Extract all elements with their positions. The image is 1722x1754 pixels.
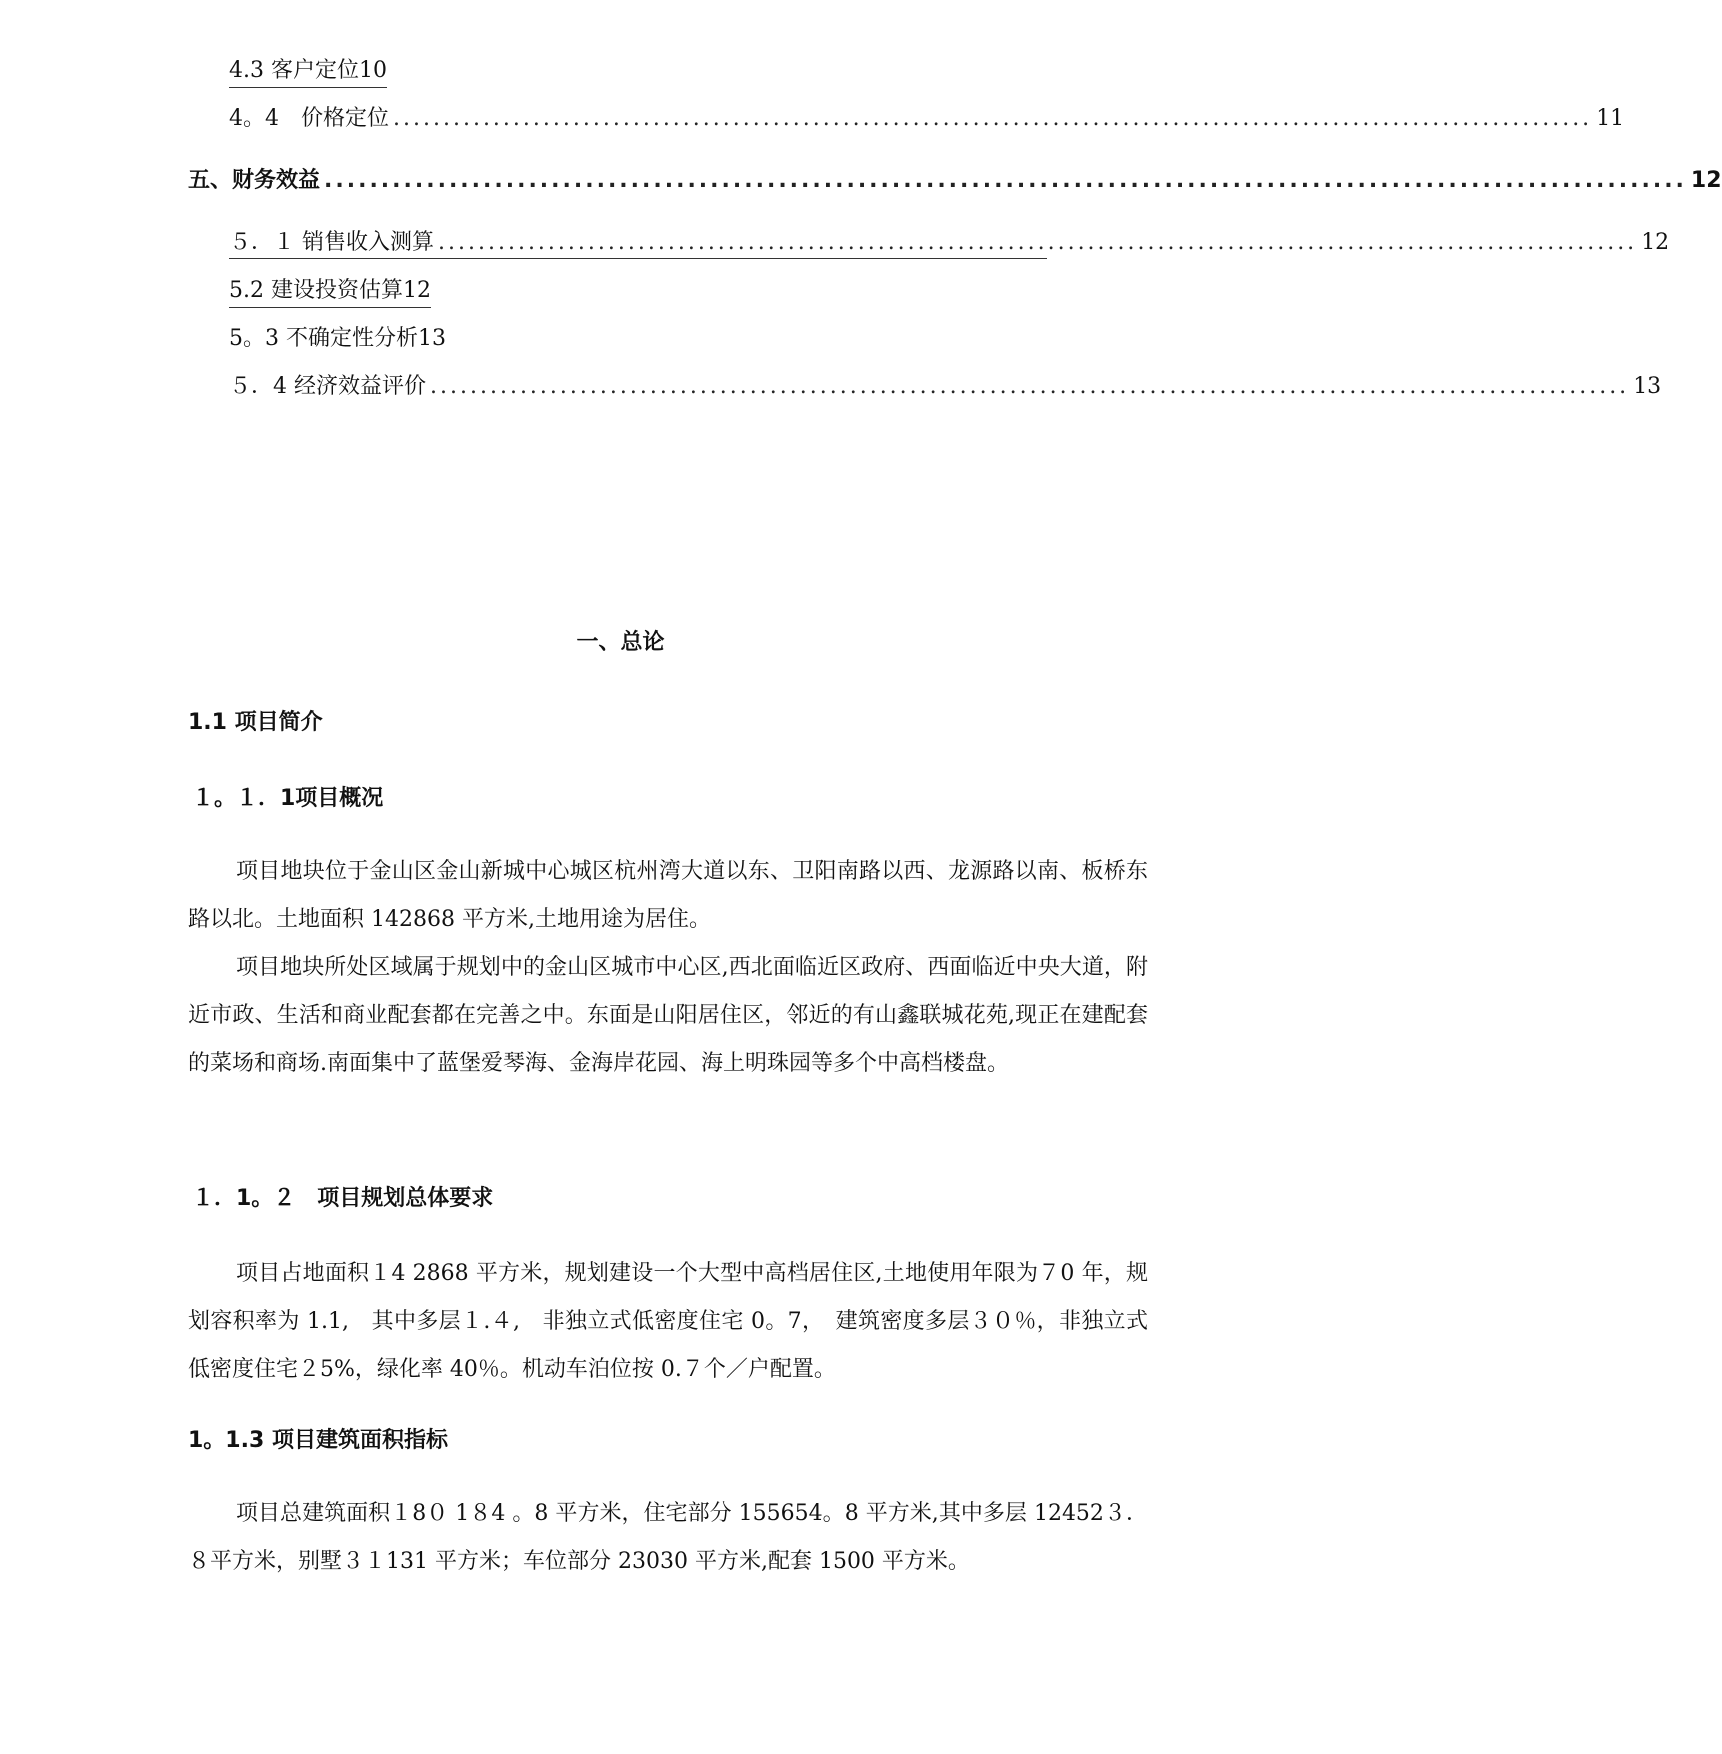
toc-item-label: ５．4 经济效益评价 <box>229 374 426 399</box>
toc-page-number: 12 <box>1641 230 1670 255</box>
section-heading-1-1-1: １。１．1项目概况 <box>192 786 384 811</box>
toc-page-number: 11 <box>1596 106 1625 131</box>
toc-item-4-3[interactable] <box>229 56 387 88</box>
section-heading-1-1: 1.1 项目简介 <box>188 710 323 735</box>
paragraph-project-location: 项目地块位于金山区金山新城中心城区杭州湾大道以东、卫阳南路以西、龙源路以南、板桥东路以北。土地面积 142868 平方米,土地用途为居住。 <box>188 859 1148 932</box>
toc-item-4-4[interactable] <box>229 104 1625 134</box>
toc-chapter-5[interactable] <box>188 166 1722 196</box>
paragraph-project-surroundings: 项目地块所处区域属于规划中的金山区城市中心区,西北面临近区政府、西面临近中央大道，附近市政、生活和商业配套都在完善之中。东面是山阳居住区，邻近的有山鑫联城花苑,现正在建配套的菜场和商场.南面集中了蓝堡爱琴海、金海岸花园、海上明珠园等多个中高档楼盘。 <box>188 955 1148 1076</box>
toc-leader: ........................................................................................................................ <box>393 106 1593 131</box>
toc-chapter-label: 五、财务效益 <box>188 168 321 193</box>
toc-item-5-3[interactable] <box>229 324 446 354</box>
toc-item-label: ５．１ 销售收入测算 <box>229 230 434 255</box>
toc-item-5-1[interactable] <box>229 228 1670 259</box>
toc-item-5-4[interactable] <box>229 372 1662 402</box>
toc-leader: ........................................................................................................................ <box>430 374 1630 399</box>
toc-page-number: 12 <box>1690 168 1722 193</box>
chapter-title: 一、总论 <box>576 630 665 655</box>
toc-leader: ........................................................................................................................ <box>324 168 1687 193</box>
paragraph-building-area: 项目总建筑面积１8０ 1８4 。8 平方米，住宅部分 155654。8 平方米,其中多层 12452３．８平方米，别墅３１131 平方米；车位部分 23030 平方米,配套 1500 平方米。 <box>188 1501 1148 1574</box>
toc-page-number: 13 <box>1633 374 1662 399</box>
toc-item-5-2-label: 5.2 建设投资估算12 <box>229 278 431 303</box>
toc-item-5-3-label: 5。3 不确定性分析13 <box>229 326 446 351</box>
section-heading-1-1-3: 1。1.3 项目建筑面积指标 <box>188 1428 448 1453</box>
toc-item-4-3-label: 4.3 客户定位10 <box>229 58 387 83</box>
paragraph-planning-requirements: 项目占地面积１4 2868 平方米，规划建设一个大型中高档居住区,土地使用年限为７0 年，规划容积率为 1.1, 其中多层１.４, 非独立式低密度住宅 0。7， 建筑密度多层３０％，非独立式低密度住宅２5%，绿化率 40％。机动车泊位按 0.７个／户配置。 <box>188 1261 1148 1382</box>
toc-leader: ........................................................................................................................ <box>438 230 1638 255</box>
toc-item-5-2[interactable] <box>229 276 431 308</box>
toc-item-label: 4。4 价格定位 <box>229 106 389 131</box>
section-heading-1-1-2: １．1。２ 项目规划总体要求 <box>192 1186 494 1211</box>
